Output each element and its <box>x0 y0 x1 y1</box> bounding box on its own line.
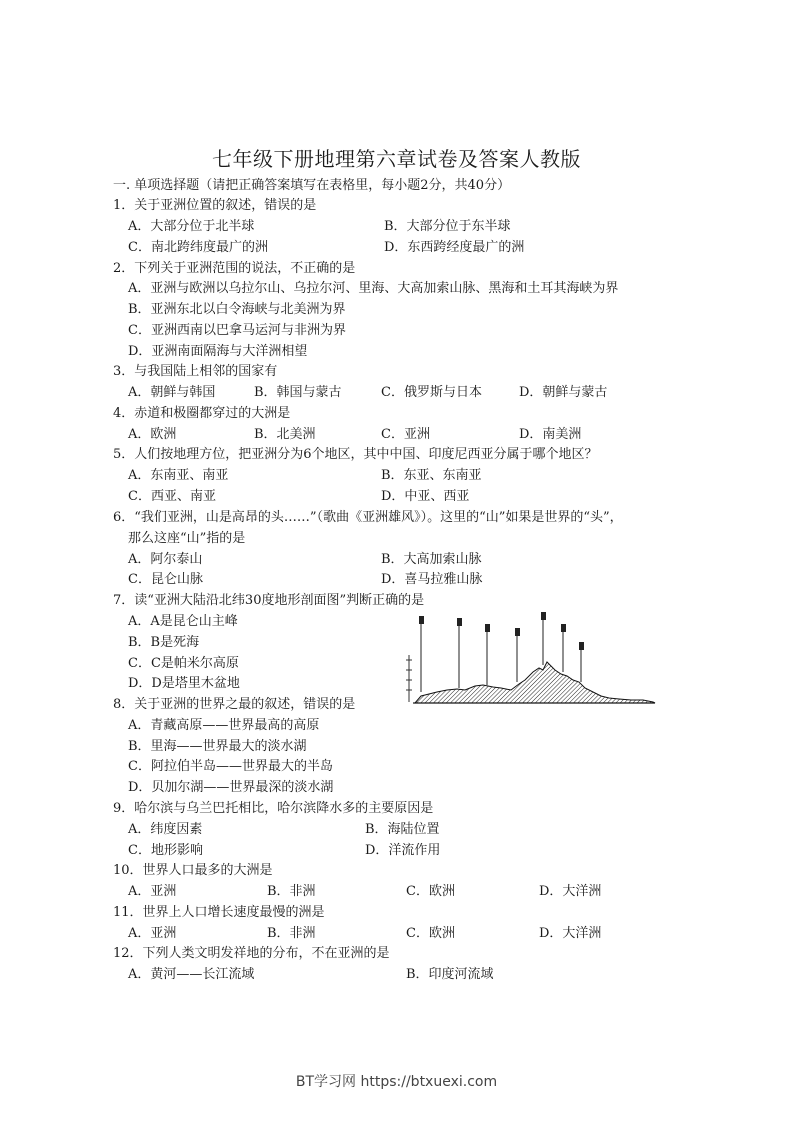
q7-option-d: D．D是塔里木盆地 <box>128 676 240 691</box>
site-footer: BT学习网 https://btxuexi.com <box>295 1074 498 1090</box>
q1-option-b: B．大部分位于东半球 <box>384 219 511 234</box>
q2-option-b: B．亚洲东北以白令海峡与北美洲为界 <box>128 302 346 317</box>
q6-option-a: A．阿尔泰山 <box>128 552 203 567</box>
q6-option-d: D．喜马拉雅山脉 <box>381 572 483 587</box>
q11-option-d: D．大洋洲 <box>539 926 602 941</box>
page-title: 七年级下册地理第六章试卷及答案人教版 <box>212 147 581 171</box>
q4-option-d: D．南美洲 <box>519 427 582 442</box>
question-10: 10．世界人口最多的大洲是 <box>113 863 273 878</box>
q1-option-c: C．南北跨纬度最广的洲 <box>128 240 268 255</box>
q9-option-a: A．纬度因素 <box>128 822 203 837</box>
terrain-profile-figure <box>403 610 658 708</box>
q5-option-c: C．西亚、南亚 <box>128 489 216 504</box>
question-5: 5．人们按地理方位，把亚洲分为6个地区，其中中国、印度尼西亚分属于哪个地区？ <box>113 447 598 462</box>
q8-option-d: D．贝加尔湖——世界最深的淡水湖 <box>128 780 334 795</box>
q5-option-a: A．东南亚、南亚 <box>128 468 229 483</box>
q2-option-a: A．亚洲与欧洲以乌拉尔山、乌拉尔河、里海、大高加索山脉、黑海和土耳其海峡为界 <box>128 281 619 296</box>
q3-option-b: B．韩国与蒙古 <box>254 385 342 400</box>
label-glyphs <box>419 612 584 650</box>
q9-option-b: B．海陆位置 <box>365 822 440 837</box>
q4-option-a: A．欧洲 <box>128 427 177 442</box>
q12-option-b: B．印度河流域 <box>406 967 494 982</box>
q3-option-a: A．朝鲜与韩国 <box>128 385 216 400</box>
q10-option-a: A．亚洲 <box>128 884 177 899</box>
q11-option-c: C．欧洲 <box>406 926 455 941</box>
question-3: 3．与我国陆上相邻的国家有 <box>113 364 278 379</box>
q8-option-b: B．里海——世界最大的淡水湖 <box>128 739 307 754</box>
q7-option-c: C．C是帕米尔高原 <box>128 656 239 671</box>
q10-option-b: B．非洲 <box>267 884 316 899</box>
question-11: 11．世界上人口增长速度最慢的洲是 <box>113 905 325 920</box>
question-8: 8．关于亚洲的世界之最的叙述，错误的是 <box>113 697 356 712</box>
question-9: 9．哈尔滨与乌兰巴托相比，哈尔滨降水多的主要原因是 <box>113 801 434 816</box>
question-4: 4．赤道和极圈都穿过的大洲是 <box>113 406 291 421</box>
question-7: 7．读“亚洲大陆沿北纬30度地形剖面图”判断正确的是 <box>113 593 425 608</box>
terrain-silhouette <box>415 662 655 703</box>
question-12: 12．下列人类文明发祥地的分布，不在亚洲的是 <box>113 946 390 961</box>
question-2: 2．下列关于亚洲范围的说法，不正确的是 <box>113 261 356 276</box>
q6-option-c: C．昆仑山脉 <box>128 572 203 587</box>
q3-option-d: D．朝鲜与蒙古 <box>519 385 608 400</box>
q1-option-d: D．东西跨经度最广的洲 <box>384 240 525 255</box>
q10-option-d: D．大洋洲 <box>539 884 602 899</box>
q2-option-d: D．亚洲南面隔海与大洋洲相望 <box>128 344 308 359</box>
q4-option-b: B．北美洲 <box>254 427 316 442</box>
q7-option-a: A．A是昆仑山主峰 <box>128 614 238 629</box>
axis-ticks <box>406 655 412 702</box>
q8-option-a: A．青藏高原——世界最高的高原 <box>128 718 320 733</box>
q8-option-c: C．阿拉伯半岛——世界最大的半岛 <box>128 759 333 774</box>
q5-option-d: D．中亚、西亚 <box>381 489 470 504</box>
q3-option-c: C．俄罗斯与日本 <box>381 385 482 400</box>
question-6: 6．“我们亚洲，山是高昂的头……”（歌曲《亚洲雄风》）。这里的“山”如果是世界的“头”， <box>113 510 623 525</box>
q12-option-a: A．黄河——长江流域 <box>128 967 255 982</box>
q2-option-c: C．亚洲西南以巴拿马运河与非洲为界 <box>128 323 346 338</box>
q6-option-b: B．大高加索山脉 <box>381 552 482 567</box>
q5-option-b: B．东亚、东南亚 <box>381 468 482 483</box>
q4-option-c: C．亚洲 <box>381 427 430 442</box>
q7-option-b: B．B是死海 <box>128 635 200 650</box>
q10-option-c: C．欧洲 <box>406 884 455 899</box>
section-heading: 一. 单项选择题（请把正确答案填写在表格里，每小题2分，共40分） <box>113 178 511 193</box>
q11-option-a: A．亚洲 <box>128 926 177 941</box>
q9-option-d: D．洋流作用 <box>365 843 441 858</box>
q9-option-c: C．地形影响 <box>128 843 203 858</box>
q1-option-a: A．大部分位于北半球 <box>128 219 255 234</box>
question-1: 1．关于亚洲位置的叙述，错误的是 <box>113 198 317 213</box>
q11-option-b: B．非洲 <box>267 926 316 941</box>
question-6-continued: 那么这座“山”指的是 <box>128 531 246 546</box>
